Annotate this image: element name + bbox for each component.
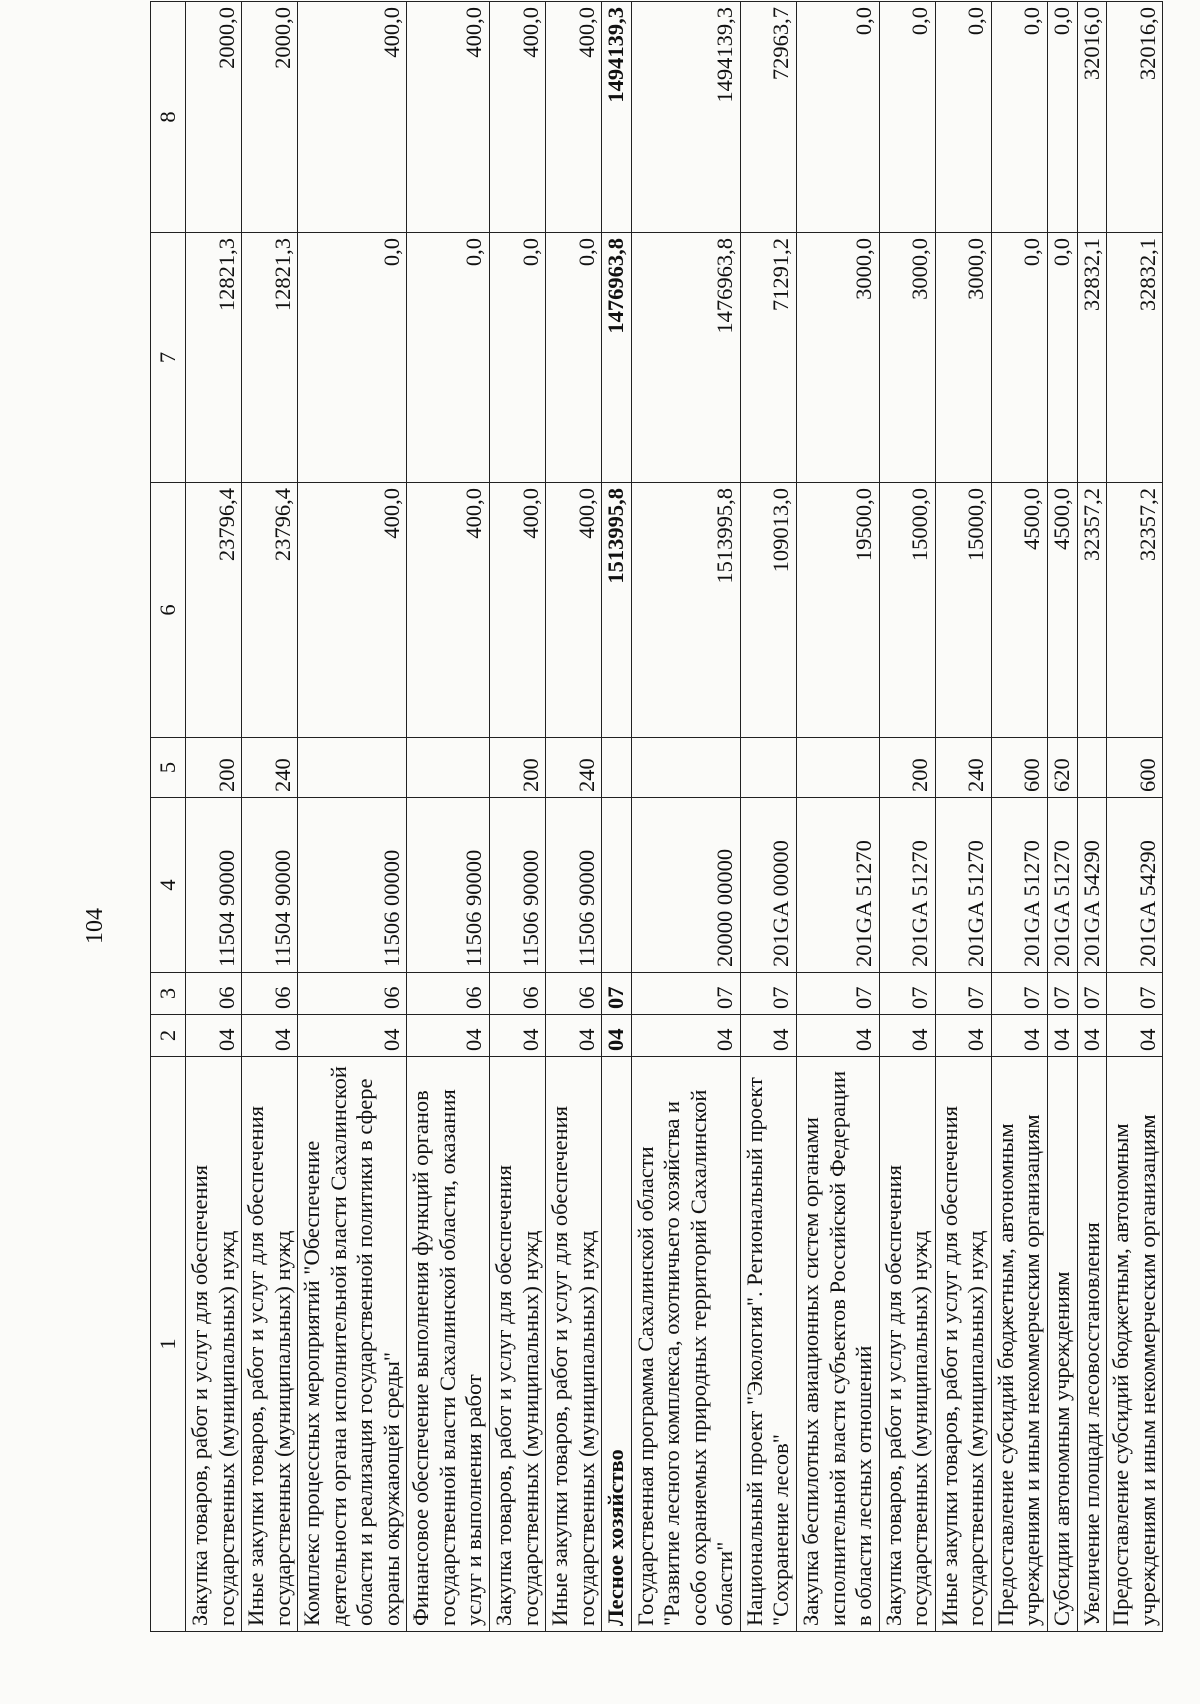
table-row bbox=[298, 2, 407, 1632]
amount-col6-cell: 400,0 bbox=[298, 483, 407, 738]
amount-col7-cell: 0,0 bbox=[407, 233, 490, 483]
amount-col7-cell: 12821,3 bbox=[242, 233, 298, 483]
row-name-cell: Увеличение площади лесовосстановления bbox=[1077, 1057, 1107, 1632]
amount-col6-cell: 109013,0 bbox=[740, 483, 796, 738]
target-article-cell: 201GA 00000 bbox=[740, 798, 796, 973]
amount-col8-cell: 1494139,3 bbox=[631, 2, 740, 233]
expense-type-cell: 200 bbox=[186, 738, 242, 798]
target-article-cell: 11506 00000 bbox=[298, 798, 407, 973]
section-code-cell: 04 bbox=[740, 1015, 796, 1057]
section-code-cell: 04 bbox=[186, 1015, 242, 1057]
expense-type-cell bbox=[407, 738, 490, 798]
amount-col6-cell: 400,0 bbox=[407, 483, 490, 738]
amount-col6-cell: 23796,4 bbox=[242, 483, 298, 738]
amount-col8-cell: 32016,0 bbox=[1107, 2, 1163, 233]
expense-type-cell: 600 bbox=[1107, 738, 1163, 798]
amount-col8-cell: 0,0 bbox=[1047, 2, 1077, 233]
amount-col7-cell: 32832,1 bbox=[1107, 233, 1163, 483]
row-name-cell: Закупка беспилотных авиационных систем органами исполнительной власти субъектов Российской Федерации в области лесных отношений bbox=[797, 1057, 880, 1632]
amount-col7-cell: 0,0 bbox=[991, 233, 1047, 483]
subsection-code-cell: 07 bbox=[935, 973, 991, 1015]
subsection-code-cell: 07 bbox=[602, 973, 632, 1015]
expense-type-cell: 200 bbox=[490, 738, 546, 798]
amount-col8-cell: 0,0 bbox=[879, 2, 935, 233]
table-row bbox=[186, 2, 242, 1632]
amount-col6-cell: 19500,0 bbox=[797, 483, 880, 738]
row-name-cell: Комплекс процессных мероприятий "Обеспечение деятельности органа исполнительной власти Сахалинской области и реализация государственной политики в сфере охраны окружающей среды" bbox=[298, 1057, 407, 1632]
amount-col6-cell: 1513995,8 bbox=[631, 483, 740, 738]
amount-col6-cell: 4500,0 bbox=[1047, 483, 1077, 738]
amount-col6-cell: 15000,0 bbox=[879, 483, 935, 738]
amount-col7-cell: 0,0 bbox=[298, 233, 407, 483]
section-code-cell: 04 bbox=[407, 1015, 490, 1057]
amount-col7-cell: 12821,3 bbox=[186, 233, 242, 483]
target-article-cell: 201GA 51270 bbox=[1047, 798, 1077, 973]
table-row bbox=[407, 2, 490, 1632]
table-row bbox=[935, 2, 991, 1632]
table-row bbox=[797, 2, 880, 1632]
table-row bbox=[602, 2, 632, 1632]
amount-col6-cell: 400,0 bbox=[546, 483, 602, 738]
column-header: 8 bbox=[151, 2, 186, 233]
row-name-cell: Иные закупки товаров, работ и услуг для обеспечения государственных (муниципальных) нужд bbox=[242, 1057, 298, 1632]
amount-col6-cell: 32357,2 bbox=[1107, 483, 1163, 738]
section-code-cell: 04 bbox=[1107, 1015, 1163, 1057]
expense-type-cell: 600 bbox=[991, 738, 1047, 798]
row-name-cell: Закупка товаров, работ и услуг для обеспечения государственных (муниципальных) нужд bbox=[879, 1057, 935, 1632]
amount-col6-cell: 4500,0 bbox=[991, 483, 1047, 738]
table-body bbox=[151, 2, 1163, 1632]
expense-type-cell bbox=[631, 738, 740, 798]
target-article-cell: 201GA 54290 bbox=[1077, 798, 1107, 973]
subsection-code-cell: 07 bbox=[879, 973, 935, 1015]
section-code-cell: 04 bbox=[991, 1015, 1047, 1057]
target-article-cell: 201GA 54290 bbox=[1107, 798, 1163, 973]
amount-col8-cell: 400,0 bbox=[546, 2, 602, 233]
amount-col8-cell: 0,0 bbox=[935, 2, 991, 233]
section-code-cell: 04 bbox=[879, 1015, 935, 1057]
subsection-code-cell: 06 bbox=[242, 973, 298, 1015]
amount-col7-cell: 0,0 bbox=[546, 233, 602, 483]
amount-col7-cell: 1476963,8 bbox=[602, 233, 632, 483]
expense-type-cell: 240 bbox=[242, 738, 298, 798]
amount-col8-cell: 1494139,3 bbox=[602, 2, 632, 233]
amount-col7-cell: 3000,0 bbox=[879, 233, 935, 483]
amount-col6-cell: 1513995,8 bbox=[602, 483, 632, 738]
subsection-code-cell: 06 bbox=[186, 973, 242, 1015]
target-article-cell: 201GA 51270 bbox=[935, 798, 991, 973]
expense-type-cell: 620 bbox=[1047, 738, 1077, 798]
table-row bbox=[991, 2, 1047, 1632]
amount-col7-cell: 32832,1 bbox=[1077, 233, 1107, 483]
column-header: 1 bbox=[151, 1057, 186, 1632]
expense-type-cell bbox=[740, 738, 796, 798]
table-row bbox=[1107, 2, 1163, 1632]
table-row bbox=[879, 2, 935, 1632]
amount-col7-cell: 0,0 bbox=[490, 233, 546, 483]
budget-table bbox=[150, 1, 1163, 1632]
table-row bbox=[242, 2, 298, 1632]
subsection-code-cell: 07 bbox=[740, 973, 796, 1015]
table-row bbox=[546, 2, 602, 1632]
row-name-cell: Национальный проект "Экология". Региональный проект "Сохранение лесов" bbox=[740, 1057, 796, 1632]
subsection-code-cell: 07 bbox=[1077, 973, 1107, 1015]
target-article-cell: 201GA 51270 bbox=[879, 798, 935, 973]
row-name-cell: Субсидии автономным учреждениям bbox=[1047, 1057, 1077, 1632]
section-code-cell: 04 bbox=[490, 1015, 546, 1057]
subsection-code-cell: 07 bbox=[631, 973, 740, 1015]
subsection-code-cell: 07 bbox=[991, 973, 1047, 1015]
subsection-code-cell: 07 bbox=[1107, 973, 1163, 1015]
amount-col8-cell: 400,0 bbox=[407, 2, 490, 233]
amount-col8-cell: 2000,0 bbox=[186, 2, 242, 233]
row-name-cell: Финансовое обеспечение выполнения функций органов государственной власти Сахалинской области, оказания услуг и выполнения работ bbox=[407, 1057, 490, 1632]
column-header: 3 bbox=[151, 973, 186, 1015]
expense-type-cell bbox=[602, 738, 632, 798]
subsection-code-cell: 06 bbox=[407, 973, 490, 1015]
row-name-cell: Закупка товаров, работ и услуг для обеспечения государственных (муниципальных) нужд bbox=[186, 1057, 242, 1632]
target-article-cell: 11506 90000 bbox=[490, 798, 546, 973]
row-name-cell: Иные закупки товаров, работ и услуг для обеспечения государственных (муниципальных) нужд bbox=[546, 1057, 602, 1632]
target-article-cell: 11504 90000 bbox=[186, 798, 242, 973]
amount-col6-cell: 23796,4 bbox=[186, 483, 242, 738]
section-code-cell: 04 bbox=[797, 1015, 880, 1057]
section-code-cell: 04 bbox=[1047, 1015, 1077, 1057]
expense-type-cell: 200 bbox=[879, 738, 935, 798]
target-article-cell: 11506 90000 bbox=[407, 798, 490, 973]
table-row bbox=[740, 2, 796, 1632]
section-code-cell: 04 bbox=[631, 1015, 740, 1057]
amount-col8-cell: 400,0 bbox=[490, 2, 546, 233]
column-header: 2 bbox=[151, 1015, 186, 1057]
target-article-cell: 11506 90000 bbox=[546, 798, 602, 973]
section-code-cell: 04 bbox=[1077, 1015, 1107, 1057]
amount-col7-cell: 3000,0 bbox=[935, 233, 991, 483]
amount-col7-cell: 0,0 bbox=[1047, 233, 1077, 483]
amount-col7-cell: 71291,2 bbox=[740, 233, 796, 483]
amount-col6-cell: 32357,2 bbox=[1077, 483, 1107, 738]
expense-type-cell bbox=[1077, 738, 1107, 798]
column-header: 6 bbox=[151, 483, 186, 738]
row-name-cell: Закупка товаров, работ и услуг для обеспечения государственных (муниципальных) нужд bbox=[490, 1057, 546, 1632]
column-header: 4 bbox=[151, 798, 186, 973]
section-code-cell: 04 bbox=[935, 1015, 991, 1057]
section-code-cell: 04 bbox=[546, 1015, 602, 1057]
column-header: 5 bbox=[151, 738, 186, 798]
section-code-cell: 04 bbox=[602, 1015, 632, 1057]
table-row bbox=[490, 2, 546, 1632]
table-row bbox=[631, 2, 740, 1632]
column-header: 7 bbox=[151, 233, 186, 483]
amount-col8-cell: 0,0 bbox=[991, 2, 1047, 233]
expense-type-cell: 240 bbox=[546, 738, 602, 798]
amount-col8-cell: 32016,0 bbox=[1077, 2, 1107, 233]
amount-col8-cell: 400,0 bbox=[298, 2, 407, 233]
header-row bbox=[151, 2, 186, 1632]
row-name-cell: Предоставление субсидий бюджетным, автономным учреждениям и иным некоммерческим организациям bbox=[1107, 1057, 1163, 1632]
amount-col7-cell: 3000,0 bbox=[797, 233, 880, 483]
row-name-cell: Государственная программа Сахалинской области "Развитие лесного комплекса, охотничьего хозяйства и особо охраняемых природных территорий Сахалинской области" bbox=[631, 1057, 740, 1632]
target-article-cell bbox=[602, 798, 632, 973]
expense-type-cell: 240 bbox=[935, 738, 991, 798]
target-article-cell: 11504 90000 bbox=[242, 798, 298, 973]
section-code-cell: 04 bbox=[242, 1015, 298, 1057]
amount-col6-cell: 400,0 bbox=[490, 483, 546, 738]
amount-col8-cell: 2000,0 bbox=[242, 2, 298, 233]
target-article-cell: 201GA 51270 bbox=[991, 798, 1047, 973]
subsection-code-cell: 07 bbox=[797, 973, 880, 1015]
table-row bbox=[1077, 2, 1107, 1632]
row-name-cell: Лесное хозяйство bbox=[602, 1057, 632, 1632]
section-code-cell: 04 bbox=[298, 1015, 407, 1057]
row-name-cell: Предоставление субсидий бюджетным, автономным учреждениям и иным некоммерческим организациям bbox=[991, 1057, 1047, 1632]
expense-type-cell bbox=[298, 738, 407, 798]
table-row bbox=[1047, 2, 1077, 1632]
subsection-code-cell: 07 bbox=[1047, 973, 1077, 1015]
target-article-cell: 20000 00000 bbox=[631, 798, 740, 973]
amount-col7-cell: 1476963,8 bbox=[631, 233, 740, 483]
amount-col8-cell: 72963,7 bbox=[740, 2, 796, 233]
target-article-cell: 201GA 51270 bbox=[797, 798, 880, 973]
subsection-code-cell: 06 bbox=[490, 973, 546, 1015]
amount-col8-cell: 0,0 bbox=[797, 2, 880, 233]
page-number: 104 bbox=[82, 908, 108, 944]
row-name-cell: Иные закупки товаров, работ и услуг для обеспечения государственных (муниципальных) нужд bbox=[935, 1057, 991, 1632]
expense-type-cell bbox=[797, 738, 880, 798]
amount-col6-cell: 15000,0 bbox=[935, 483, 991, 738]
subsection-code-cell: 06 bbox=[298, 973, 407, 1015]
subsection-code-cell: 06 bbox=[546, 973, 602, 1015]
